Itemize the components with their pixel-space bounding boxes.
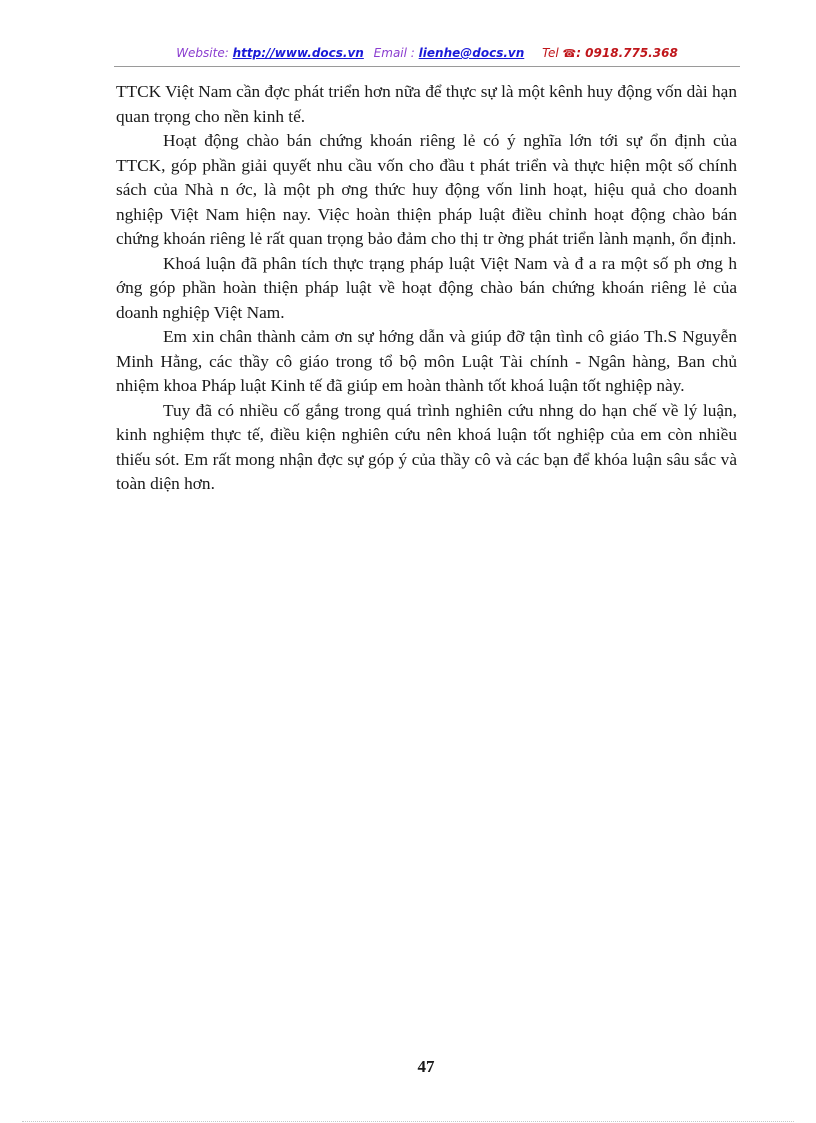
telephone-icon: ☎ xyxy=(562,47,577,60)
tel-label: Tel xyxy=(542,46,559,60)
page-number: 47 xyxy=(417,1057,435,1076)
email-label: Email : xyxy=(373,46,415,60)
page-header xyxy=(114,46,740,66)
header-divider xyxy=(114,66,740,67)
paragraph: Tuy đã có nhiều cố gắng trong quá trình nghiên cứu nhng do hạn chế về lý luận, kinh nghiệm thực tế, điều kiện nghiên cứu nên khoá luận tốt nghiệp của em còn nhiều thiếu sót. Em rất mong nhận đợc sự góp ý của thầy cô và các bạn để khóa luận sâu sắc và toàn diện hơn. xyxy=(116,400,737,493)
email-link[interactable]: lienhe@docs.vn xyxy=(418,46,525,60)
phone-number: : 0918.775.368 xyxy=(576,46,678,60)
website-link[interactable]: http://www.docs.vn xyxy=(232,46,364,60)
paragraph: Khoá luận đã phân tích thực trạng pháp luật Việt Nam và đ a ra một số ph ơng h ớng góp phần hoàn thiện pháp luật về hoạt động chào bán chứng khoán riêng lẻ của doanh nghiệp Việt Nam. xyxy=(116,253,737,322)
paragraph-continuation: TTCK Việt Nam cần đợc phát triển hơn nữa để thực sự là một kênh huy động vốn dài hạn quan trọng cho nền kinh tế. xyxy=(116,82,737,126)
paragraph: Em xin chân thành cảm ơn sự hớng dẫn và giúp đỡ tận tình cô giáo Th.S Nguyễn Minh Hằng, các thầy cô giáo trong tổ bộ môn Luật Tài chính - Ngân hàng, Ban chủ nhiệm khoa Pháp luật Kinh tế đã giúp em hoàn thành tốt khoá luận tốt nghiệp này. xyxy=(116,327,737,395)
paragraph: Hoạt động chào bán chứng khoán riêng lẻ có ý nghĩa lớn tới sự ổn định của TTCK, góp phần giải quyết nhu cầu vốn cho đầu t phát triển và thực hiện một số chính sách của Nhà n ớc, là một ph ơng thức huy động vốn linh hoạt, hiệu quả cho doanh nghiệp Việt Nam hiện nay. Việc hoàn thiện pháp luật điều chỉnh hoạt động chào bán chứng khoán riêng lẻ rất quan trọng bảo đảm cho thị tr ờng phát triển lành mạnh, ổn định. xyxy=(116,131,737,248)
page-bottom-divider xyxy=(22,1121,794,1122)
website-label: Website: xyxy=(176,46,229,60)
body-text xyxy=(116,80,737,497)
